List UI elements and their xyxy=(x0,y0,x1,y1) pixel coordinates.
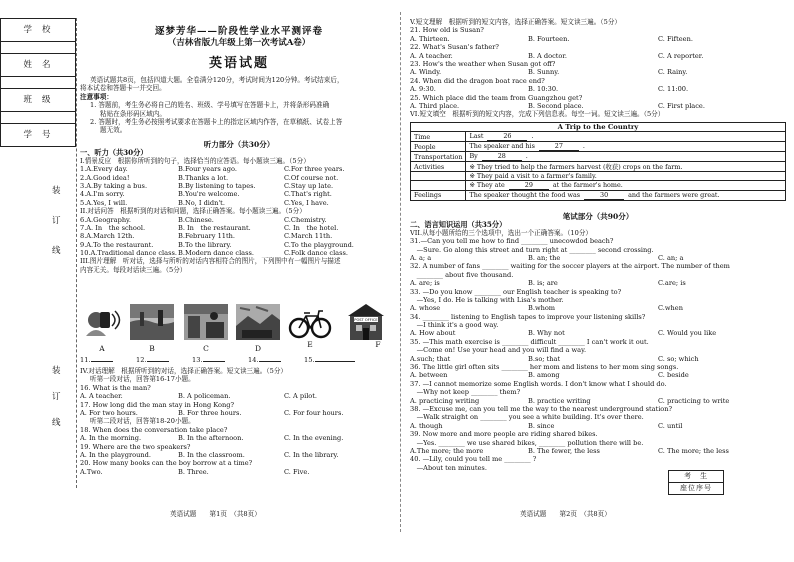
question-37-options xyxy=(410,397,786,405)
question-34: 34. ________ listening to English tapes to improve your listening skills? xyxy=(410,312,646,321)
section-II-items xyxy=(80,216,398,258)
trip-row-text: ※ They ate xyxy=(469,180,505,189)
trip-row-text: The speaker thought the food was xyxy=(469,190,581,199)
q18-option-c: C. In the evening. xyxy=(284,434,344,443)
question-24: 24. When did the dragon boat race end? xyxy=(410,76,545,85)
trip-row-label: Time xyxy=(411,132,466,142)
trip-row-suffix: . xyxy=(582,142,585,151)
trip-row-value xyxy=(466,132,786,142)
trip-row-5 xyxy=(411,171,786,180)
section-II-row-5 xyxy=(80,249,398,257)
question-40: 40. —Lily, could you tell me ________ ? xyxy=(410,455,537,464)
question-35-line-2: —Come on! Use your head and you will find a way. xyxy=(410,346,587,355)
section-I-5-option-a: 5.A.Yes, I will. xyxy=(80,198,128,207)
section-I-3-option-a: 3.A.By taking a bus. xyxy=(80,181,148,190)
trip-row-label: Feelings xyxy=(411,190,466,200)
question-33-options xyxy=(410,304,786,312)
seat-label-2: 座位序号 xyxy=(669,483,724,495)
section-VII-title: VII.从每小题所给的三个选项中，选出一个正确答案。（10分） xyxy=(410,228,592,237)
q16-options xyxy=(80,392,398,400)
q16-option-a: A. A teacher. xyxy=(80,392,123,401)
q16-option-c: C. A pilot. xyxy=(284,392,318,401)
q20-option-a: A.Two. xyxy=(80,467,103,476)
section-I-4-option-c: C.That's right. xyxy=(284,190,332,199)
notice-2a: 2. 答题时，考生务必按照考试要求在答题卡上的指定区域内作答，在草稿纸、试卷上答 xyxy=(90,117,343,126)
pic-label-c: C xyxy=(203,344,209,353)
q33-option-a: A. whose xyxy=(410,304,441,313)
q25-option-a: A. Third place. xyxy=(410,101,460,110)
section-II-1-option-c: C.Chemistry. xyxy=(284,215,327,224)
question-23-options xyxy=(410,68,786,76)
section-II-4-option-b: B.To the library. xyxy=(178,240,232,249)
exam-series: 逐梦芳华——阶段性学业水平测评卷 xyxy=(154,26,323,37)
intro-line-1: 英语试题共8页，包括四道大题。全卷满分120分，考试时间为120分钟。考试结束后， xyxy=(90,76,344,84)
intro-line-2: 将本试卷和答题卡一并交回。 xyxy=(80,84,166,93)
post-office-picture xyxy=(344,302,388,342)
question-31-options xyxy=(410,254,786,262)
trip-row-7 xyxy=(411,190,786,200)
q20-option-b: B. Three. xyxy=(178,467,209,476)
question-40-line-2: —About ten minutes. xyxy=(410,463,487,472)
phone-call-picture xyxy=(80,302,124,342)
q16-option-b: B. A policeman. xyxy=(178,392,231,401)
student-info-table xyxy=(0,18,76,147)
q20-option-c: C. Five. xyxy=(284,467,310,476)
section-IV-title: IV.对话理解 根据所听到的对话，选择正确答案。短文读三遍。（5分） xyxy=(80,367,288,375)
q38-option-a: A. though xyxy=(410,421,443,430)
q37-option-b: B. practice writing xyxy=(528,396,591,405)
trip-row-1 xyxy=(411,132,786,142)
section-I-1-option-a: 1.A.Every day. xyxy=(80,165,128,174)
question-35-options xyxy=(410,355,786,363)
question-39-line-2: —Yes. ________ we use shared bikes, ________ pollution there will be. xyxy=(410,438,644,447)
blank-12: 12. xyxy=(136,356,192,364)
binding-mark-2: 订 xyxy=(52,216,61,226)
trip-blank-30[interactable]: 30 xyxy=(584,191,624,200)
trip-row-label: People xyxy=(411,142,466,152)
q39-option-c: C. The more; the less xyxy=(658,446,729,455)
section-I-2-option-b: B.Thanks a lot. xyxy=(178,173,229,182)
notice-1a: 1. 答题前，考生务必将自己的姓名、班级、学号填写在答题卡上，并将条形码准确 xyxy=(90,101,330,110)
q33-option-b: B.whom xyxy=(528,304,556,313)
grammar-items xyxy=(410,237,786,472)
question-31-line-2: —Sure. Go along this street and turn right at ________ second crossing. xyxy=(410,245,654,254)
trip-row-suffix: and the farmers were great. xyxy=(628,190,720,199)
question-18: 18. When does the conversation take place? xyxy=(80,425,228,434)
q36-option-a: A. between xyxy=(410,371,448,380)
trip-row-2 xyxy=(411,142,786,152)
q18-option-b: B. In the afternoon. xyxy=(178,434,244,443)
trip-row-value xyxy=(466,162,786,171)
trip-row-text: Last xyxy=(469,132,484,141)
street-scene-picture xyxy=(184,302,228,342)
section-I-row-4 xyxy=(80,190,398,198)
q21-option-c: C. Fifteen. xyxy=(658,34,693,43)
q17-option-c: C. For four hours. xyxy=(284,408,344,417)
trip-blank-28[interactable]: 28 xyxy=(482,152,522,161)
trip-row-label: Transportation xyxy=(411,152,466,162)
section-IV-sub2: 听第二段对话，回答第18-20小题。 xyxy=(90,417,195,426)
section-IV-sub1: 听第一段对话，回答第16-17小题。 xyxy=(90,375,195,384)
question-34-line-2: —I think it's a good way. xyxy=(410,321,499,330)
question-36: 36. The little girl often sits ________ her mom and listens to her mom sing songs. xyxy=(410,363,679,372)
trip-row-3 xyxy=(411,152,786,162)
q24-option-b: B. 10:30. xyxy=(528,85,559,94)
q23-option-a: A. Windy. xyxy=(410,68,442,77)
section-I-5-option-c: C.Yes, I have. xyxy=(284,198,329,207)
q35-option-c: C. so; which xyxy=(658,354,699,363)
section-II-2-option-a: 7.A. In the school. xyxy=(80,223,146,232)
trip-blank-29[interactable]: 29 xyxy=(509,181,549,190)
picture-options xyxy=(80,296,398,358)
blank-14: 14. xyxy=(248,356,304,364)
question-24-options xyxy=(410,85,786,93)
storm-scene-picture xyxy=(236,302,280,342)
notice-1b: 粘贴在条形码区域内。 xyxy=(100,109,166,118)
trip-row-4 xyxy=(411,162,786,171)
school-field-gap xyxy=(1,42,76,54)
trip-row-text: The speaker and his xyxy=(469,142,535,151)
q32-option-c: C.are; is xyxy=(658,279,686,288)
trip-row-value xyxy=(466,142,786,152)
flood-street-picture xyxy=(130,302,174,342)
section-III-title-2: 内容无关。每段对话读三遍。（5分） xyxy=(80,265,187,274)
section-II-row-1 xyxy=(80,216,398,224)
blank-15: 15. xyxy=(304,356,384,364)
question-22-options xyxy=(410,52,786,60)
section-II-row-2 xyxy=(80,224,398,232)
binding-mark-5: 订 xyxy=(52,392,61,402)
question-35: 35. —This math exercise is ________ difficult ________ I can't work it out. xyxy=(410,337,649,346)
trip-table-title: A Trip to the Country xyxy=(411,123,786,132)
section-I-title: I.情景反应 根据你所听到的句子，选择恰当的应答语。每小题读三遍。（5分） xyxy=(80,156,310,165)
question-33: 33. —Do you know ________ our English teacher is speaking to? xyxy=(410,287,622,296)
q38-option-c: C. until xyxy=(658,421,683,430)
section-IV xyxy=(80,367,398,476)
question-22: 22. What's Susan's father? xyxy=(410,43,499,52)
question-33-line-2: —Yes, I do. He is talking with Lisa's mother. xyxy=(410,295,564,304)
section-I-4-option-b: B.You're welcome. xyxy=(178,190,240,199)
trip-row-value xyxy=(466,171,786,180)
notice-title: 注意事项： xyxy=(80,92,113,101)
student-id-field: 学号 xyxy=(1,124,76,147)
written-part-title: 笔试部分（共90分） xyxy=(562,212,634,221)
listening-section-title: 一、听力（共30分） xyxy=(80,148,148,157)
trip-table-body xyxy=(411,132,786,200)
school-field: 学校 xyxy=(1,19,76,42)
question-17: 17. How long did the man stay in Hong Kong? xyxy=(80,400,234,409)
binding-mark-3: 线 xyxy=(52,246,61,256)
trip-row-text: ※ They tried to help the farmers harvest (收获) crops on the farm. xyxy=(469,162,683,171)
q19-options xyxy=(80,451,398,459)
q34-option-a: A. How about xyxy=(410,329,456,338)
section-V-items xyxy=(410,26,786,110)
q38-option-b: B. since xyxy=(528,421,555,430)
page2-written-content xyxy=(410,212,786,472)
binding-mark-4: 装 xyxy=(52,366,61,376)
q32-option-a: A. are; is xyxy=(410,279,440,288)
name-field: 姓名 xyxy=(1,54,76,77)
trip-info-table xyxy=(410,122,786,201)
pic-label-b: B xyxy=(149,344,155,353)
question-25-options xyxy=(410,102,786,110)
section-II-2-option-b: B. In the restaurant. xyxy=(178,223,251,232)
section-II-5-option-c: C.Folk dance class. xyxy=(284,249,348,258)
q36-option-c: C. beside xyxy=(658,371,689,380)
question-34-options xyxy=(410,329,786,337)
section-2-title: 二、语言知识运用（共35分） xyxy=(410,220,507,229)
q25-option-c: C. First place. xyxy=(658,101,705,110)
q31-option-c: C. an; a xyxy=(658,253,684,262)
class-field-gap xyxy=(1,112,76,124)
q37-option-c: C. practicing to write xyxy=(658,396,730,405)
section-II-5-option-a: 10.A.Traditional dance class. xyxy=(80,249,177,258)
question-39-options xyxy=(410,447,786,455)
trip-row-6 xyxy=(411,180,786,190)
question-32-options xyxy=(410,279,786,287)
q23-option-b: B. Sunny. xyxy=(528,68,560,77)
trip-row-text: By xyxy=(469,152,478,161)
section-I-row-3 xyxy=(80,182,398,190)
question-23: 23. How's the weather when Susan got off? xyxy=(410,59,556,68)
section-II-title: II.对话问答 根据听到的对话和问题，选择正确答案。每小题读三遍。（5分） xyxy=(80,207,306,216)
trip-blank-27[interactable]: 27 xyxy=(539,142,579,151)
binding-mark-6: 线 xyxy=(52,418,61,428)
question-32: 32. A number of fans ________ waiting for the soccer players at the airport. The number of them xyxy=(410,262,730,271)
q35-option-b: B.so; that xyxy=(528,354,561,363)
picture-blanks xyxy=(80,356,398,364)
q21-option-a: A. Thirteen. xyxy=(410,34,450,43)
section-I-3-option-b: B.By listening to tapes. xyxy=(178,181,256,190)
q39-option-b: B. The fewer, the less xyxy=(528,446,600,455)
question-19: 19. Where are the two speakers? xyxy=(80,442,191,451)
q17-options xyxy=(80,409,398,417)
section-II-3-option-a: 8.A.March 12th. xyxy=(80,232,135,241)
q34-option-b: B. Why not xyxy=(528,329,565,338)
q33-option-c: C.when xyxy=(658,304,683,313)
q19-option-a: A. In the playground. xyxy=(80,450,151,459)
name-field-gap xyxy=(1,77,76,89)
trip-row-label: Activities xyxy=(411,162,466,171)
listening-part-title: 听力部分（共30分） xyxy=(203,140,275,149)
blank-row xyxy=(80,356,398,364)
seat-label-1: 考 生 xyxy=(669,471,724,483)
question-39: 39. Now more and more people are riding shared bikes. xyxy=(410,430,598,439)
section-II-1-option-b: B.Chinese. xyxy=(178,215,214,224)
page2-top-content xyxy=(410,18,786,119)
svg-text:POST OFFICE: POST OFFICE xyxy=(354,318,378,322)
section-II-1-option-a: 6.A.Geography. xyxy=(80,215,132,224)
section-II-2-option-c: C. In the hotel. xyxy=(284,223,339,232)
q22-option-a: A. A teacher. xyxy=(410,51,453,60)
trip-blank-26[interactable]: 26 xyxy=(487,132,527,141)
bicycle-picture xyxy=(288,302,332,342)
q17-option-a: A. For two hours. xyxy=(80,408,138,417)
trip-row-suffix: . xyxy=(531,132,534,141)
section-I-1-option-b: B.Four years ago. xyxy=(178,165,237,174)
exam-page-2 xyxy=(400,0,794,562)
q18-option-a: A. In the morning. xyxy=(80,434,142,443)
pic-label-d: D xyxy=(254,344,261,353)
seat-number-box xyxy=(668,470,724,495)
section-I-2-option-c: C.Of course not. xyxy=(284,173,339,182)
section-I-5-option-b: B.No, I didn't. xyxy=(178,198,225,207)
question-37-line-2: —Why not keep ________ them? xyxy=(410,388,521,397)
section-V-title: V.短文理解 根据听到的短文内容，选择正确答案。短文读三遍。（5分） xyxy=(410,18,622,26)
question-25: 25. Which place did the team from Guangzhou get? xyxy=(410,93,583,102)
section-II-3-option-c: C.March 11th. xyxy=(284,232,333,241)
question-16: 16. What is the man? xyxy=(80,383,151,392)
q32-option-b: B. is; are xyxy=(528,279,558,288)
trip-row-suffix: at the farmer's home. xyxy=(552,180,623,189)
q21-option-b: B. Fourteen. xyxy=(528,34,570,43)
intro-block xyxy=(80,76,398,135)
notice-2b: 题无效。 xyxy=(100,126,127,135)
pic-label-e: E xyxy=(307,340,313,349)
q22-option-b: B. A doctor. xyxy=(528,51,567,60)
q17-option-b: B. For three hours. xyxy=(178,408,242,417)
section-II-5-option-b: B.Modern dance class. xyxy=(178,249,254,258)
section-VI-title: VI.短文填空 根据听到的短文内容，完成下列信息表。每空一词。短文读三遍。（5分） xyxy=(410,110,665,119)
section-I-items xyxy=(80,165,398,207)
question-38-options xyxy=(410,422,786,430)
q34-option-c: C. Would you like xyxy=(658,329,717,338)
trip-row-value xyxy=(466,190,786,200)
question-38: 38. —Excuse me, can you tell me the way to the nearest underground station? xyxy=(410,404,673,413)
binding-line xyxy=(76,18,77,488)
listening-section xyxy=(80,140,398,274)
q39-option-a: A.The more; the more xyxy=(410,446,484,455)
question-37: 37. —I cannot memorize some English words. I don't know what I should do. xyxy=(410,379,667,388)
question-21: 21. How old is Susan? xyxy=(410,26,484,35)
question-31: 31.—Can you tell me how to find ________ unecowdod beach? xyxy=(410,237,614,246)
exam-title: 英语试题 xyxy=(208,56,269,71)
question-36-options xyxy=(410,371,786,379)
q19-option-c: C. In the library. xyxy=(284,450,339,459)
section-II-row-3 xyxy=(80,232,398,240)
question-21-options xyxy=(410,35,786,43)
section-I-4-option-a: 4.A.I'm sorry. xyxy=(80,190,125,199)
section-I-1-option-c: C.For three years. xyxy=(284,165,345,174)
section-I-row-2 xyxy=(80,174,398,182)
class-field: 班级 xyxy=(1,89,76,112)
binding-mark-1: 装 xyxy=(52,186,61,196)
trip-row-label xyxy=(411,171,466,180)
question-38-line-2: —Walk straight on ________ you see a white building. It's over there. xyxy=(410,413,644,422)
section-II-row-4 xyxy=(80,241,398,249)
section-II-4-option-a: 9.A.To the restaurant. xyxy=(80,240,154,249)
q22-option-c: C. A reporter. xyxy=(658,51,704,60)
q37-option-a: A. practicing writing xyxy=(410,396,480,405)
q24-option-c: C. 11:00. xyxy=(658,85,689,94)
q23-option-c: C. Rainy. xyxy=(658,68,688,77)
trip-row-suffix: . xyxy=(525,152,528,161)
q31-option-a: A. a; a xyxy=(410,253,432,262)
q20-options xyxy=(80,468,398,476)
exam-edition: （吉林省版九年级上第一次考试A卷） xyxy=(167,38,311,48)
trip-row-value xyxy=(466,152,786,162)
trip-row-label xyxy=(411,180,466,190)
question-32-line-2: ________ about five thousand. xyxy=(410,270,514,279)
section-II-3-option-b: B.February 11th. xyxy=(178,232,235,241)
student-info-column xyxy=(0,18,76,147)
q31-option-b: B. an; the xyxy=(528,253,561,262)
section-I-row-1 xyxy=(80,165,398,173)
q24-option-a: A. 9:30. xyxy=(410,85,436,94)
blank-11: 11. xyxy=(80,356,136,364)
q36-option-b: B. among xyxy=(528,371,560,380)
page2-footer: 英语试题 第2页 （共8页） xyxy=(520,510,611,518)
page1-footer: 英语试题 第1页 （共8页） xyxy=(170,510,261,518)
q25-option-b: B. Second place. xyxy=(528,101,584,110)
section-I-3-option-c: C.Stay up late. xyxy=(284,181,334,190)
section-I-2-option-a: 2.A.Good idea! xyxy=(80,173,130,182)
q35-option-a: A.such; that xyxy=(410,354,451,363)
trip-row-value xyxy=(466,180,786,190)
q18-options xyxy=(80,434,398,442)
q19-option-b: B. In the classroom. xyxy=(178,450,245,459)
section-I-row-5 xyxy=(80,199,398,207)
blank-13: 13. xyxy=(192,356,248,364)
section-II-4-option-c: C.To the playground. xyxy=(284,240,354,249)
pic-label-f: F xyxy=(375,340,381,349)
section-III-title-1: III.图片理解 听对话，选择与所听的对话内容相符合的图片，下列图中有一幅图片与描述 xyxy=(80,257,341,266)
pic-label-a: A xyxy=(99,344,105,353)
trip-row-text: ※ They paid a visit to a farmer's family. xyxy=(469,171,597,180)
question-20: 20. How many books can the boy borrow at a time? xyxy=(80,459,253,468)
